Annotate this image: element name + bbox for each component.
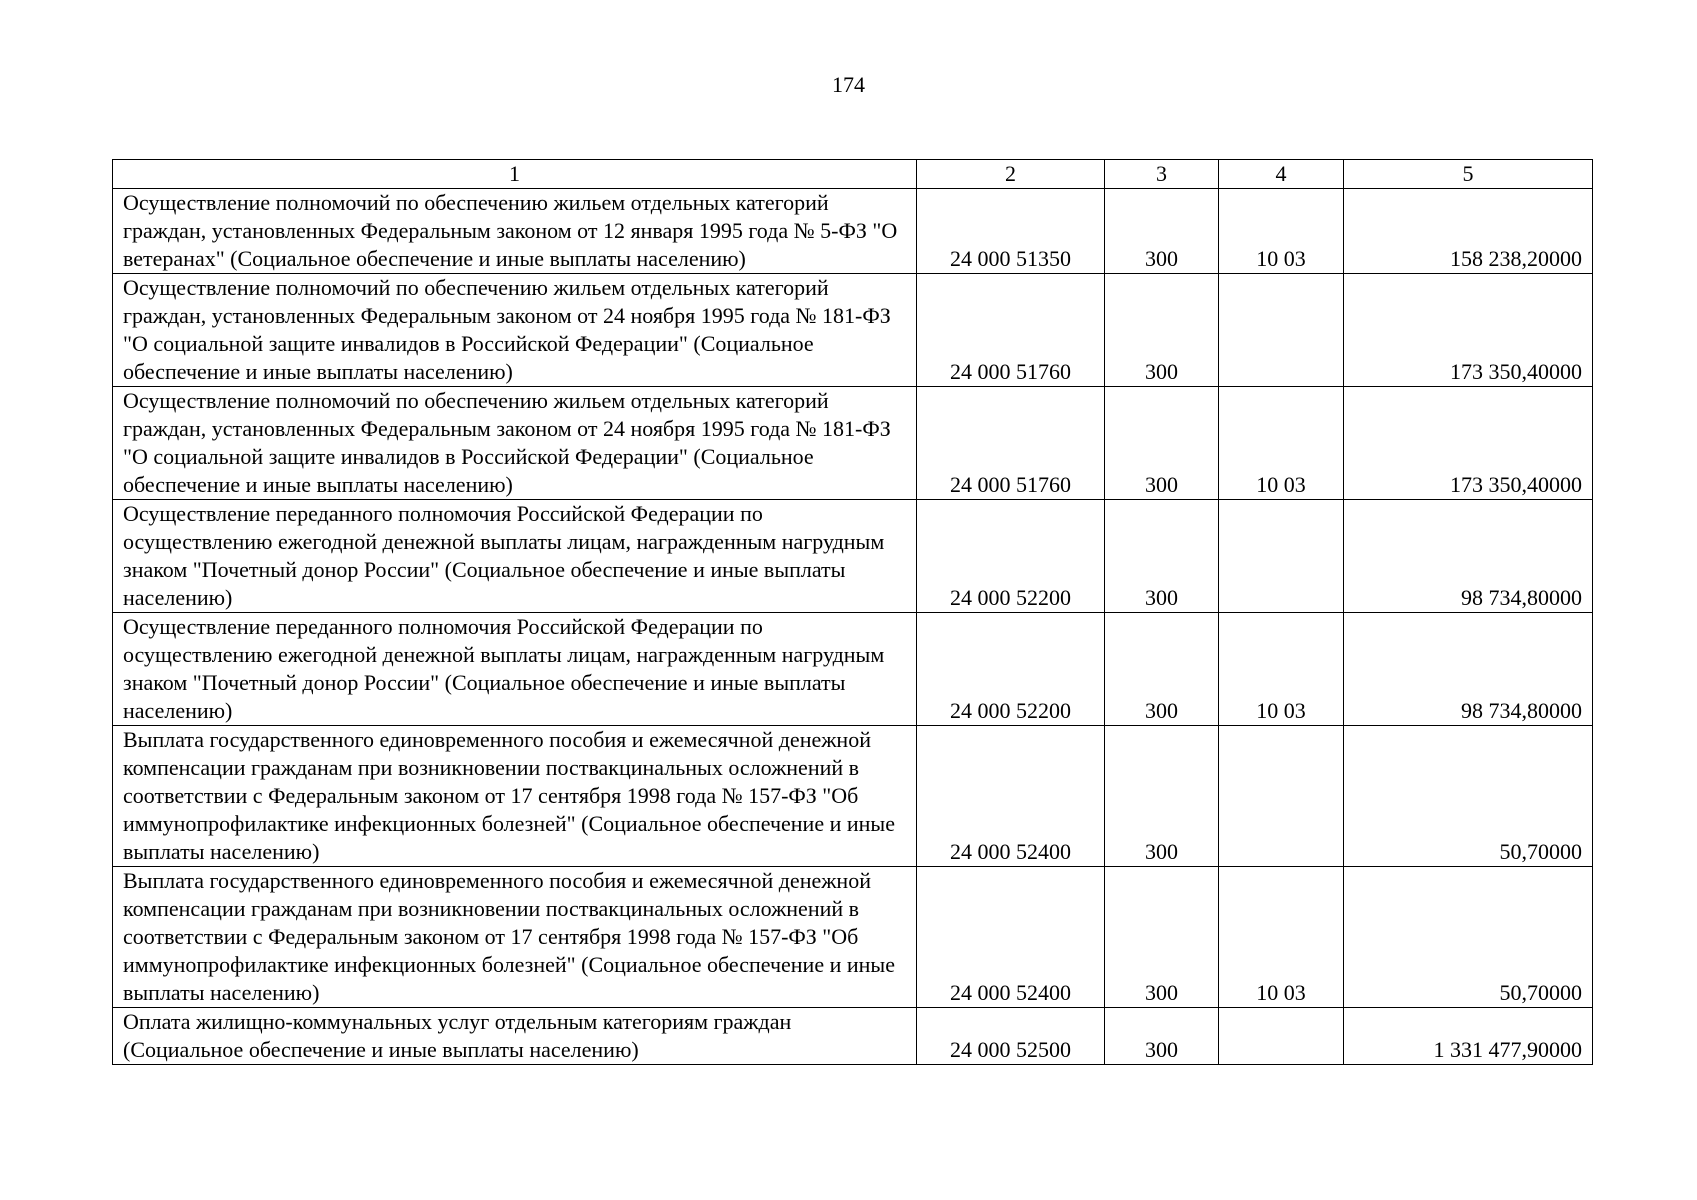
table-row: [113, 867, 1593, 1008]
table-row: [113, 189, 1593, 274]
table-header: [113, 160, 1593, 189]
row-amount: 1 331 477,90000: [1344, 1008, 1593, 1065]
header-col-1: 1: [113, 160, 917, 189]
row-name: Осуществление полномочий по обеспечению жильем отдельных категорий граждан, установленных Федеральным законом от 12 января 1995 года № 5-ФЗ "О ветеранах" (Социальное обеспечение и иные выплаты населению): [113, 189, 917, 274]
row-amount: 158 238,20000: [1344, 189, 1593, 274]
row-name: Осуществление переданного полномочия Российской Федерации по осуществлению ежегодной денежной выплаты лицам, награжденным нагрудным знаком "Почетный донор России" (Социальное обеспечение и иные выплаты населению): [113, 500, 917, 613]
row-amount: 98 734,80000: [1344, 613, 1593, 726]
row-code: 24 000 51760: [917, 274, 1105, 387]
row-type: 300: [1105, 387, 1219, 500]
header-row: [113, 160, 1593, 189]
row-type: 300: [1105, 726, 1219, 867]
row-amount: 50,70000: [1344, 867, 1593, 1008]
row-code: 24 000 51760: [917, 387, 1105, 500]
row-code: 24 000 51350: [917, 189, 1105, 274]
row-section: 10 03: [1219, 189, 1344, 274]
row-type: 300: [1105, 500, 1219, 613]
page-number: 174: [832, 72, 865, 97]
row-section: 10 03: [1219, 613, 1344, 726]
header-col-4: 4: [1219, 160, 1344, 189]
table-row: [113, 1008, 1593, 1065]
table-row: [113, 274, 1593, 387]
table-row: [113, 500, 1593, 613]
row-type: 300: [1105, 189, 1219, 274]
row-type: 300: [1105, 274, 1219, 387]
row-code: 24 000 52400: [917, 867, 1105, 1008]
row-type: 300: [1105, 1008, 1219, 1065]
row-name: Осуществление полномочий по обеспечению жильем отдельных категорий граждан, установленных Федеральным законом от 24 ноября 1995 года № 181-ФЗ "О социальной защите инвалидов в Российской Федерации" (Социальное обеспечение и иные выплаты населению): [113, 387, 917, 500]
row-type: 300: [1105, 867, 1219, 1008]
table-row: [113, 387, 1593, 500]
row-amount: 50,70000: [1344, 726, 1593, 867]
header-col-3: 3: [1105, 160, 1219, 189]
row-code: 24 000 52200: [917, 613, 1105, 726]
header-col-5: 5: [1344, 160, 1593, 189]
row-section: [1219, 1008, 1344, 1065]
row-amount: 98 734,80000: [1344, 500, 1593, 613]
row-amount: 173 350,40000: [1344, 274, 1593, 387]
row-name: Осуществление полномочий по обеспечению жильем отдельных категорий граждан, установленных Федеральным законом от 24 ноября 1995 года № 181-ФЗ "О социальной защите инвалидов в Российской Федерации" (Социальное обеспечение и иные выплаты населению): [113, 274, 917, 387]
table-body: [113, 189, 1593, 1065]
row-section: 10 03: [1219, 387, 1344, 500]
row-section: 10 03: [1219, 867, 1344, 1008]
row-section: [1219, 500, 1344, 613]
row-name: Осуществление переданного полномочия Российской Федерации по осуществлению ежегодной денежной выплаты лицам, награжденным нагрудным знаком "Почетный донор России" (Социальное обеспечение и иные выплаты населению): [113, 613, 917, 726]
row-code: 24 000 52500: [917, 1008, 1105, 1065]
table-row: [113, 613, 1593, 726]
row-code: 24 000 52200: [917, 500, 1105, 613]
row-code: 24 000 52400: [917, 726, 1105, 867]
row-name: Выплата государственного единовременного пособия и ежемесячной денежной компенсации гражданам при возникновении поствакцинальных осложнений в соответствии с Федеральным законом от 17 сентября 1998 года № 157-ФЗ "Об иммунопрофилактике инфекционных болезней" (Социальное обеспечение и иные выплаты населению): [113, 867, 917, 1008]
budget-table: [112, 159, 1593, 1065]
row-section: [1219, 274, 1344, 387]
row-section: [1219, 726, 1344, 867]
row-amount: 173 350,40000: [1344, 387, 1593, 500]
row-name: Оплата жилищно-коммунальных услуг отдельным категориям граждан (Социальное обеспечение и иные выплаты населению): [113, 1008, 917, 1065]
header-col-2: 2: [917, 160, 1105, 189]
row-type: 300: [1105, 613, 1219, 726]
row-name: Выплата государственного единовременного пособия и ежемесячной денежной компенсации гражданам при возникновении поствакцинальных осложнений в соответствии с Федеральным законом от 17 сентября 1998 года № 157-ФЗ "Об иммунопрофилактике инфекционных болезней" (Социальное обеспечение и иные выплаты населению): [113, 726, 917, 867]
table-row: [113, 726, 1593, 867]
